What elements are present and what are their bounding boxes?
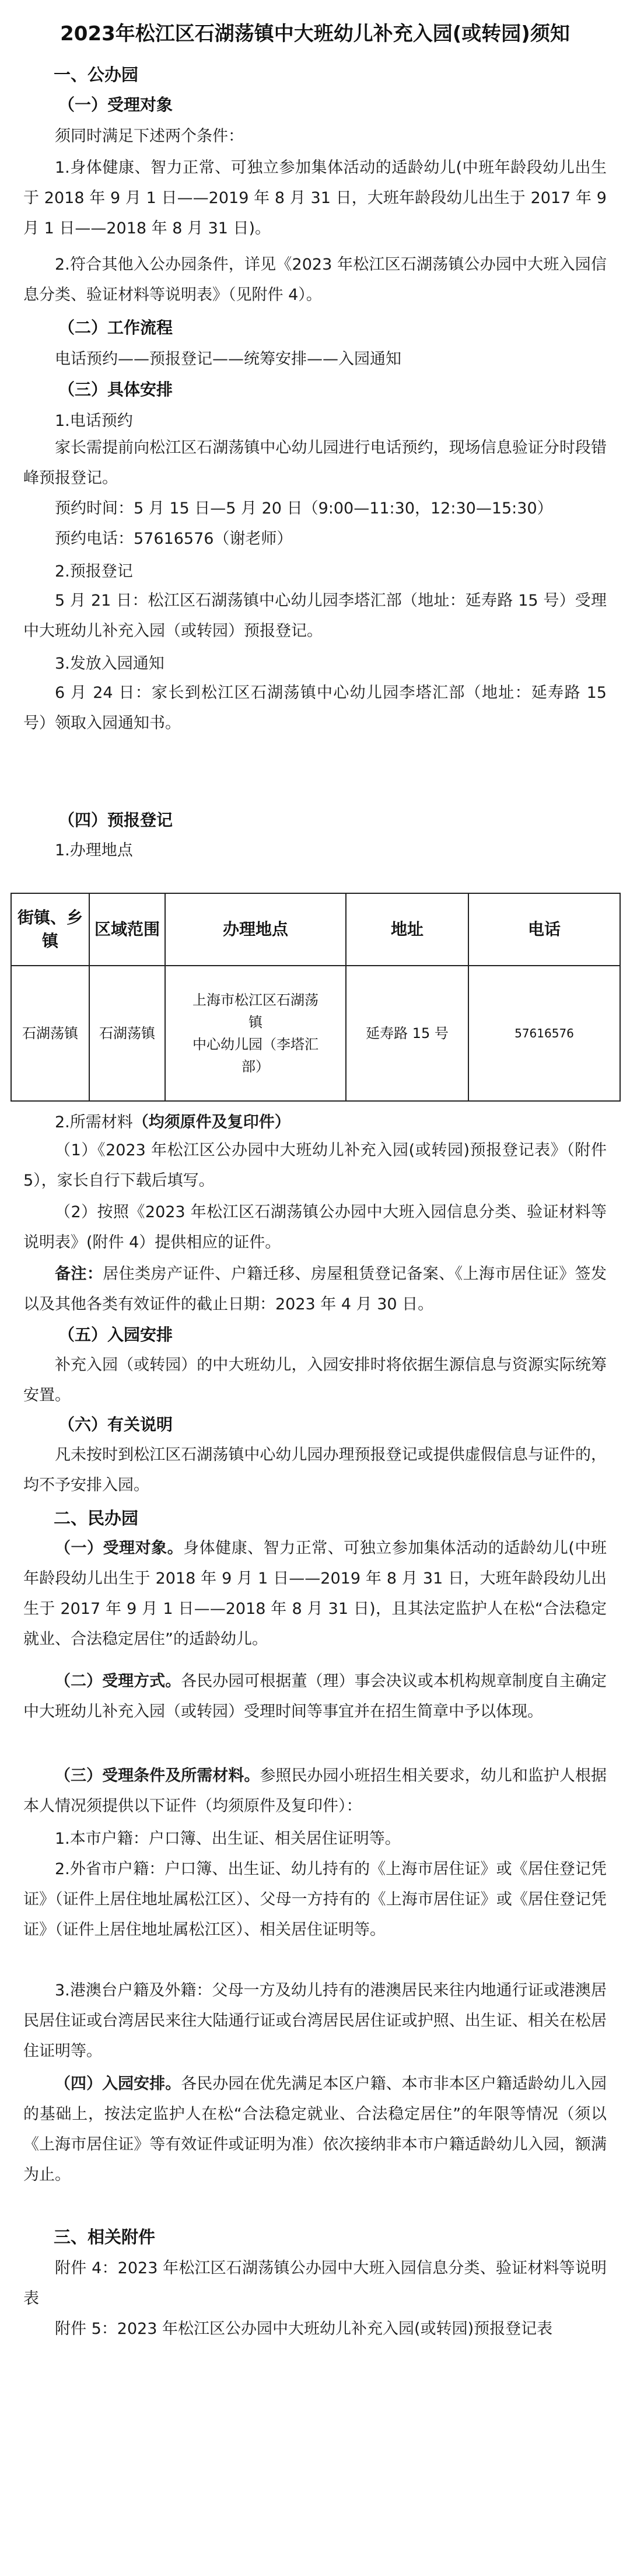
notes-text: 凡未按时到松江区石湖荡镇中心幼儿园办理预报登记或提供虚假信息与证件的，均不予安排入园。: [23, 1446, 607, 1494]
private-eligibility: [23, 1533, 607, 1655]
eligibility-condition-2: 2.符合其他入公办园条件，详见《2023 年松江区石湖荡镇公办园中大班入园信息分类、验证材料等说明表》（见附件 4）。: [23, 256, 607, 304]
table-header-phone: 电话: [468, 893, 620, 966]
page-title: 2023年松江区石湖荡镇中大班幼儿补充入园(或转园)须知: [60, 22, 570, 46]
private-eligibility-label: （一）受理对象。: [55, 1539, 184, 1557]
cell-phone: 57616576: [468, 966, 620, 1101]
table-header-address: 地址: [346, 893, 468, 966]
eligibility-intro: 须同时满足下述两个条件：: [55, 127, 244, 145]
table-header-row: [11, 893, 620, 966]
materials-item-2: （2）按照《2023 年松江区石湖荡镇公办园中大班入园信息分类、验证材料等说明表》(附件 4）提供相应的证件。: [23, 1203, 607, 1252]
attachment-5: 附件 5：2023 年松江区公办园中大班幼儿补充入园(或转园)预报登记表: [55, 2320, 553, 2338]
pre-registration-title: 2.预报登记: [55, 562, 133, 581]
booking-time: 预约时间：5 月 15 日—5 月 20 日（9:00—11:30，12:30—15:30）: [55, 499, 553, 518]
subsection-registration-heading: （四）预报登记: [58, 810, 173, 830]
subsection-eligibility-heading: （一）受理对象: [58, 95, 173, 114]
materials-note: [23, 1259, 607, 1320]
materials-item-1: （1）《2023 年松江区公办园中大班幼儿补充入园(或转园)预报登记表》（附件 5），家长自行下载后填写。: [23, 1141, 607, 1190]
cell-site-line-3: 中心幼儿园（李塔汇: [192, 1036, 318, 1053]
cell-town: 石湖荡镇: [11, 966, 89, 1101]
booking-phone: 预约电话：57616576（谢老师）: [55, 530, 293, 548]
subsection-schedule-heading: （三）具体安排: [58, 380, 173, 399]
private-admission-text: 各民办园在优先满足本区户籍、本市非本区户籍适龄幼儿入园的基础上，按法定监护人在松“合法稳定就业、合法稳定居住”的年限等情况（须以《上海市居住证》等有效证件或证明为准）依次接纳非本市户籍适龄幼儿入园，额满为止。: [23, 2075, 607, 2184]
section-private-heading: 二、民办园: [54, 1508, 139, 1528]
section-public-heading: 一、公办园: [54, 65, 139, 85]
admission-notice-title: 3.发放入园通知: [55, 655, 164, 673]
private-condition-local: 1.本市户籍：户口簿、出生证、相关居住证明等。: [55, 1830, 401, 1848]
cell-site-line-4: 部）: [242, 1058, 270, 1075]
workflow-text: 电话预约——预报登记——统筹安排——入园通知: [55, 350, 401, 368]
table-row: [11, 966, 620, 1101]
note-label: 备注：: [55, 1265, 103, 1283]
materials-title-note: （均须原件及复印件）: [132, 1113, 290, 1131]
subsection-workflow-heading: （二）工作流程: [58, 318, 173, 337]
cell-site-line-1: 上海市松江区石湖荡: [192, 992, 318, 1008]
private-eligibility-text: 身体健康、智力正常、可独立参加集体活动的适龄幼儿(中班年龄段幼儿出生于 2018 年 9 月 1 日——2019 年 8 月 31 日，大班年龄段幼儿出生于 2017 年 9 月 1 日——2018 年 8 月 31 日)，且其法定监护人在松“合法稳定就业、合法稳定居住”的适龄幼儿。: [23, 1539, 607, 1648]
subsection-notes-heading: （六）有关说明: [58, 1415, 173, 1434]
eligibility-condition-1: 1.身体健康、智力正常、可独立参加集体活动的适龄幼儿(中班年龄段幼儿出生于 2018 年 9 月 1 日——2019 年 8 月 31 日，大班年龄段幼儿出生于 2017 年 9 月 1 日——2018 年 8 月 31 日)。: [23, 159, 607, 237]
arrangement-text: 补充入园（或转园）的中大班幼儿，入园安排时将依据生源信息与资源实际统筹安置。: [23, 1356, 607, 1404]
subsection-arrangement-heading: （五）入园安排: [58, 1325, 173, 1344]
table-header-town: 街镇、乡镇: [11, 893, 89, 966]
phone-booking-title: 1.电话预约: [55, 412, 133, 430]
registration-sites-table: [10, 893, 621, 1102]
private-admission-label: （四）入园安排。: [55, 2075, 181, 2093]
materials-title: [55, 1111, 290, 1134]
table-header-area: 区域范围: [89, 893, 165, 966]
cell-site: [165, 966, 346, 1101]
admission-notice-text: 6 月 24 日：家长到松江区石湖荡镇中心幼儿园李塔汇部（地址：延寿路 15 号）领取入园通知书。: [23, 684, 607, 732]
private-method-label: （二）受理方式。: [55, 1672, 181, 1690]
private-conditions-label: （三）受理条件及所需材料。: [55, 1767, 260, 1785]
private-condition-other-province: 2.外省市户籍：户口簿、出生证、幼儿持有的《上海市居住证》或《居住登记凭证》（证件上居住地址属松江区）、父母一方持有的《上海市居住证》或《居住登记凭证》（证件上居住地址属松江区）、相关居住证明等。: [23, 1860, 607, 1939]
cell-area: 石湖荡镇: [89, 966, 165, 1101]
private-condition-hmt-foreign: 3.港澳台户籍及外籍：父母一方及幼儿持有的港澳居民来往内地通行证或港澳居民居住证或台湾居民来往大陆通行证或台湾居民居住证或护照、出生证、相关在松居住证明等。: [23, 1981, 607, 2060]
location-title: 1.办理地点: [55, 841, 133, 859]
section-attachments-heading: 三、相关附件: [54, 2227, 156, 2247]
cell-address: 延寿路 15 号: [346, 966, 468, 1101]
table-header-site: 办理地点: [165, 893, 346, 966]
private-admission: [23, 2069, 607, 2190]
private-method: [23, 1666, 607, 1727]
materials-title-main: 2.所需材料: [55, 1113, 133, 1131]
phone-booking-text: 家长需提前向松江区石湖荡镇中心幼儿园进行电话预约，现场信息验证分时段错峰预报登记。: [23, 439, 607, 487]
private-conditions: [23, 1761, 607, 1822]
note-text: 居住类房产证件、户籍迁移、房屋租赁登记备案、《上海市居住证》签发以及其他各类有效证件的截止日期：2023 年 4 月 30 日。: [23, 1265, 607, 1313]
pre-registration-text: 5 月 21 日：松江区石湖荡镇中心幼儿园李塔汇部（地址：延寿路 15 号）受理中大班幼儿补充入园（或转园）预报登记。: [23, 592, 607, 640]
private-conditions-text: 参照民办园小班招生相关要求，幼儿和监护人根据本人情况须提供以下证件（均须原件及复印件）：: [23, 1767, 607, 1815]
private-method-text: 各民办园可根据董（理）事会决议或本机构规章制度自主确定中大班幼儿补充入园（或转园）受理时间等事宜并在招生简章中予以体现。: [23, 1672, 607, 1721]
cell-site-line-2: 镇: [249, 1014, 262, 1030]
attachment-4: 附件 4：2023 年松江区石湖荡镇公办园中大班入园信息分类、验证材料等说明表: [23, 2259, 607, 2308]
